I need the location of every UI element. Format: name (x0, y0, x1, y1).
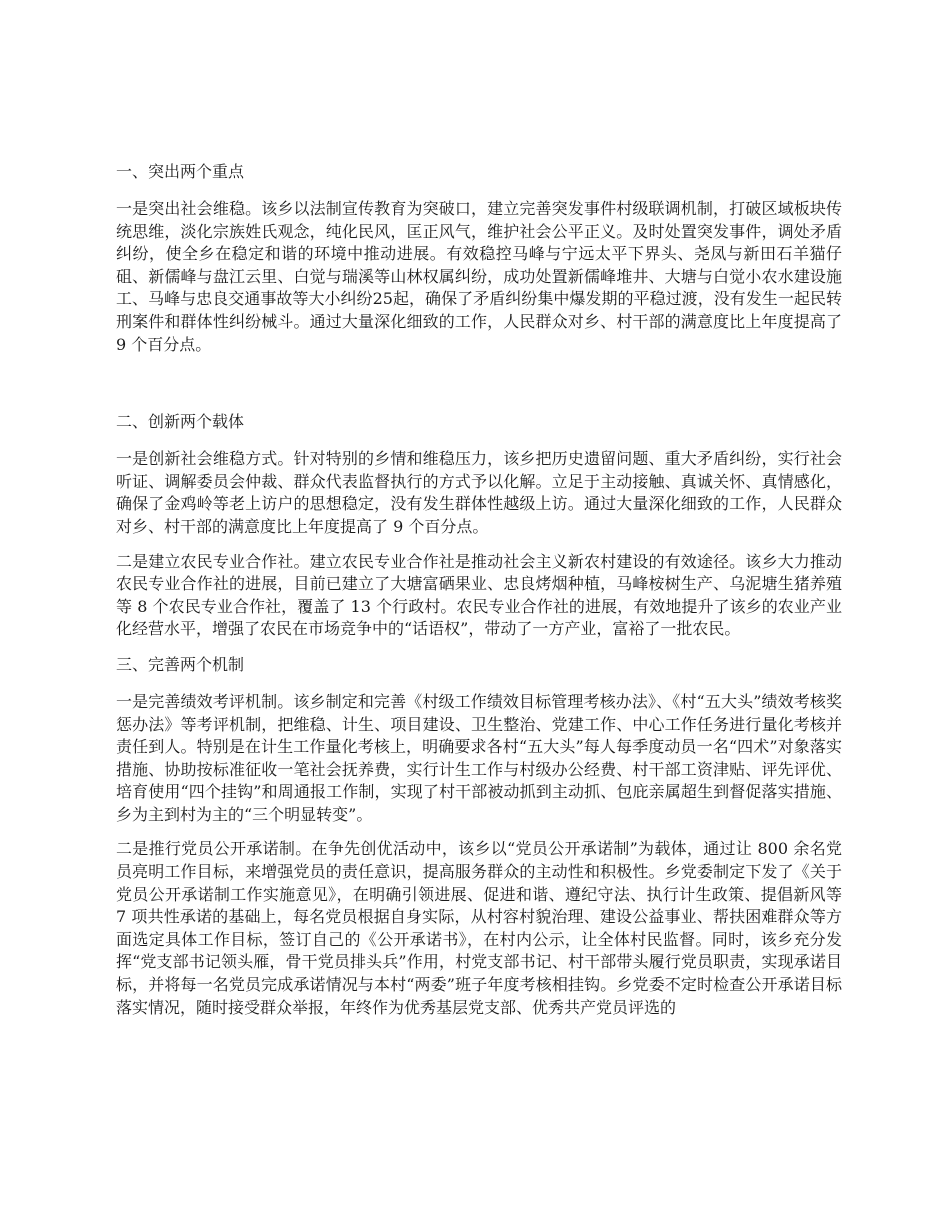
section-3 (116, 653, 842, 1019)
paragraph: 一是创新社会维稳方式。针对特别的乡情和维稳压力，该乡把历史遗留问题、重大矛盾纠纷，实行社会听证、调解委员会仲裁、群众代表监督执行的方式予以化解。立足于主动接触、真诚关怀、真情感化，确保了金鸡岭等老上访户的思想稳定，没有发生群体性越级上访。通过大量深化细致的工作，人民群众对乡、村干部的满意度比上年度提高了 9 个百分点。 (116, 449, 842, 536)
paragraph: 一是完善绩效考评机制。该乡制定和完善《村级工作绩效目标管理考核办法》、《村“五大头”绩效考核奖惩办法》等考评机制，把维稳、计生、项目建设、卫生整治、党建工作、中心工作任务进行量化考核并责任到人。特别是在计生工作量化考核上，明确要求各村“五大头”每人每季度动员一名“四术”对象落实措施、协助按标准征收一笔社会抚养费，实行计生工作与村级办公经费、村干部工资津贴、评先评优、培育使用“四个挂钩”和周通报工作制，实现了村干部被动抓到主动抓、包庇亲属超生到督促落实措施、乡为主到村为主的“三个明显转变”。 (116, 691, 842, 824)
section-heading: 一、突出两个重点 (116, 162, 245, 181)
paragraph: 二是建立农民专业合作社。建立农民专业合作社是推动社会主义新农村建设的有效途径。该乡大力推动农民专业合作社的进展，目前已建立了大塘富硒果业、忠良烤烟种植，马峰桉树生产、乌泥塘生猪养殖等 8 个农民专业合作社，覆盖了 13 个行政村。农民专业合作社的进展，有效地提升了该乡的农业产业化经营水平，增强了农民在市场竞争中的“话语权”，带动了一方产业，富裕了一批农民。 (116, 551, 842, 639)
document-page (116, 160, 842, 1031)
section-2 (116, 410, 842, 641)
section-spacer (116, 368, 842, 410)
section-heading: 三、完善两个机制 (116, 654, 245, 674)
section-heading: 二、创新两个载体 (116, 412, 245, 432)
section-1 (116, 160, 842, 356)
paragraph: 一是突出社会维稳。该乡以法制宣传教育为突破口，建立完善突发事件村级联调机制，打破区域板块传统思维，淡化宗族姓氏观念，纯化民风，匡正风气，维护社会公平正义。及时处置突发事件，调处矛盾纠纷，使全乡在稳定和谐的环境中推动进展。有效稳控马峰与宁远太平下界头、尧凤与新田石羊猫仔砠、新儒峰与盘江云里、白觉与瑞溪等山林权属纠纷，成功处置新儒峰堆井、大塘与白觉小农水建设施工、马峰与忠良交通事故等大小纠纷25起，确保了矛盾纠纷集中爆发期的平稳过渡，没有发生一起民转刑案件和群体性纠纷械斗。通过大量深化细致的工作，人民群众对乡、村干部的满意度比上年度提高了 9 个百分点。 (116, 199, 842, 354)
paragraph: 二是推行党员公开承诺制。在争先创优活动中，该乡以“党员公开承诺制”为载体，通过让 800 余名党员亮明工作目标，来增强党员的责任意识，提高服务群众的主动性和积极性。乡党委制定下发了《关于党员公开承诺制工作实施意见》，在明确引领进展、促进和谐、遵纪守法、执行计生政策、提倡新风等 7 项共性承诺的基础上，每名党员根据自身实际，从村容村貌治理、建设公益事业、帮扶困难群众等方面选定具体工作目标，签订自己的《公开承诺书》，在村内公示，让全体村民监督。同时，该乡充分发挥“党支部书记领头雁，骨干党员排头兵”作用，村党支部书记、村干部带头履行党员职责，实现承诺目标，并将每一名党员完成承诺情况与本村“两委”班子年度考核相挂钩。乡党委不定时检查公开承诺目标落实情况，随时接受群众举报，年终作为优秀基层党支部、优秀共产党员评选的 (116, 839, 842, 1017)
